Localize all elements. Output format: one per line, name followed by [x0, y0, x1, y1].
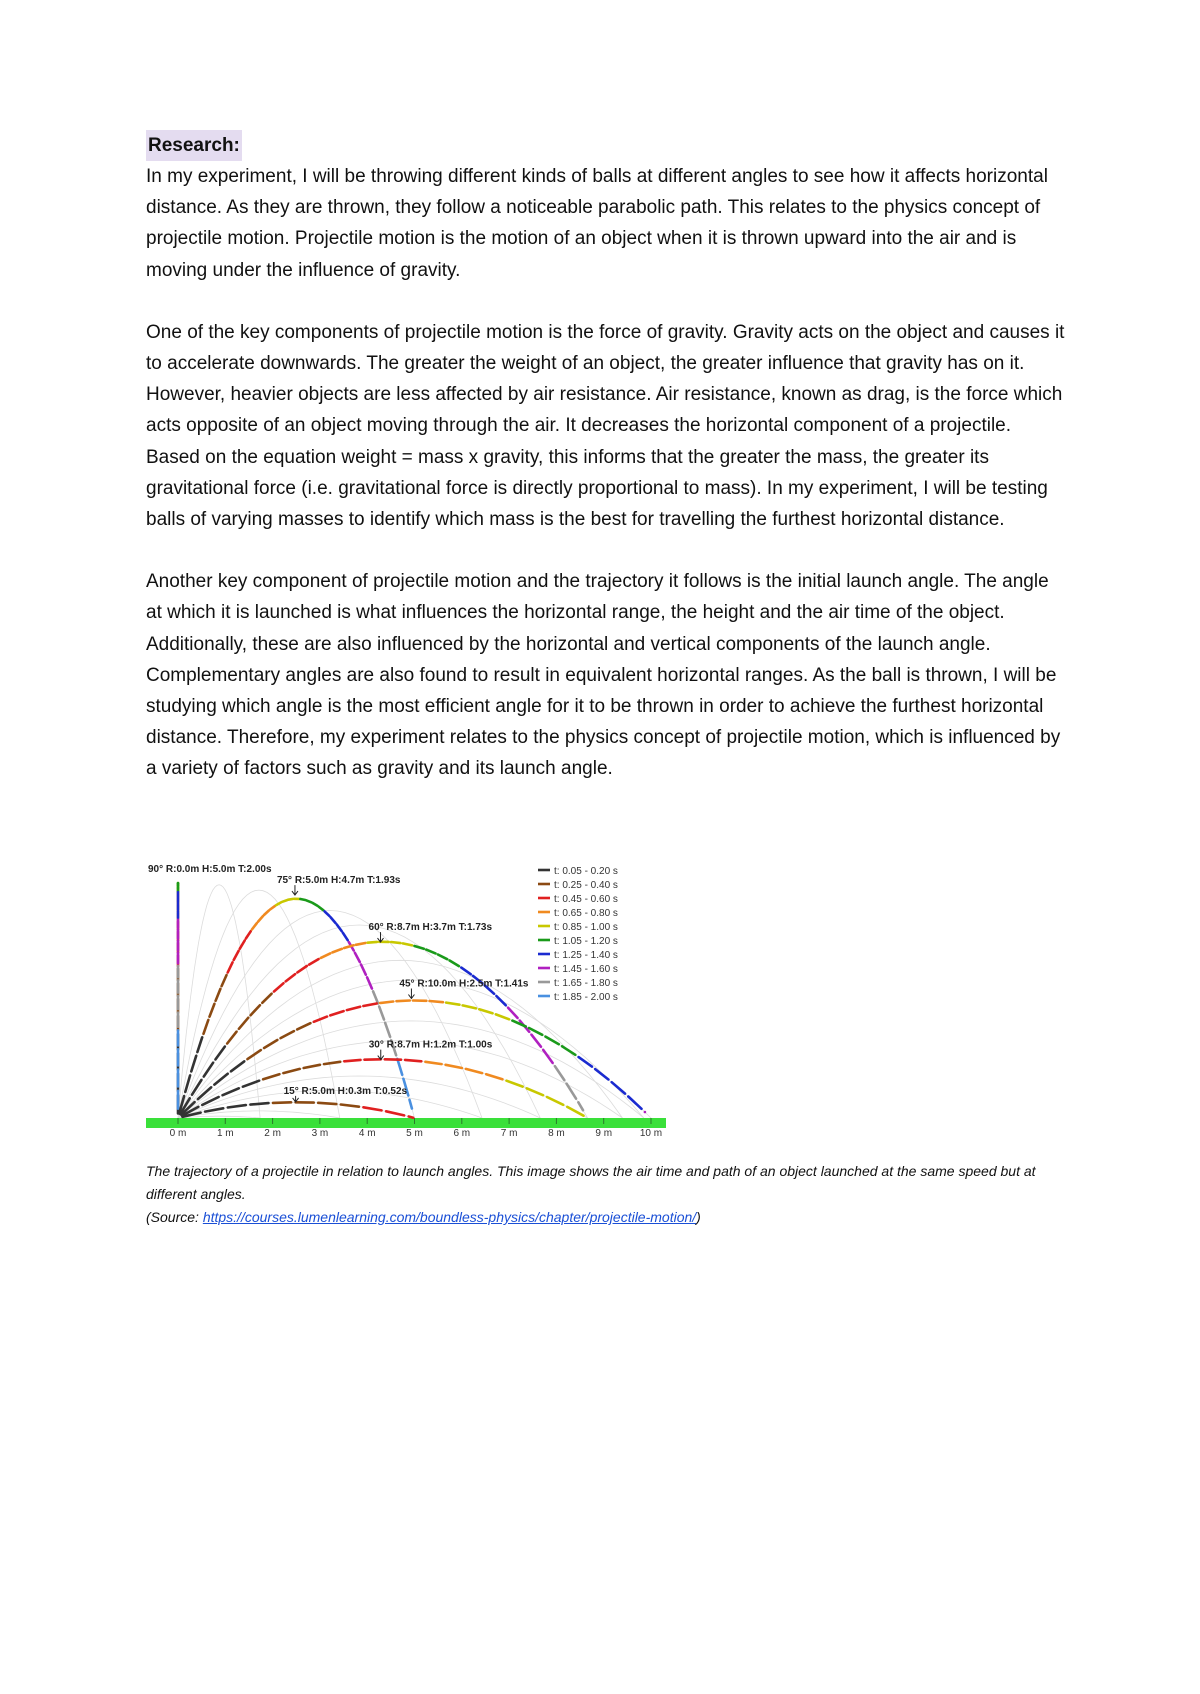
- trajectory-segment: [297, 1023, 310, 1029]
- research-paragraph-3: Another key component of projectile motion and the trajectory it follows is the initial launch angle. The angle at which it is launched is what influences the horizontal range, the height and the air time of the object. Additionally, these are also influenced by the horizontal and vertical components of the launch angle. Complementary angles are also found to result in equivalent horizontal ranges. As the ball is thrown, I will be studying which angle is the most efficient angle for it to be thrown in order to achieve the furthest horizontal distance. Therefore, my experiment relates to the physics concept of projectile motion, which is influenced by a variety of factors such as gravity and its launch angle.: [146, 571, 1061, 780]
- trajectory-segment: [300, 899, 305, 900]
- x-tick-label: 2 m: [264, 1128, 281, 1139]
- trajectory-segment: [304, 1065, 320, 1068]
- trajectory-segment: [264, 1040, 277, 1048]
- trajectory-segment: [231, 1061, 244, 1071]
- legend-label: t: 0.45 - 0.60 s: [554, 894, 618, 905]
- trajectory-segment: [379, 1007, 384, 1020]
- trajectory-segment: [281, 1031, 294, 1038]
- trajectory-segment: [496, 996, 505, 1005]
- trajectory-segment: [205, 1108, 223, 1111]
- trajectory-segment: [283, 1069, 299, 1073]
- trajectory-segment: [333, 949, 342, 953]
- x-tick-label: 1 m: [216, 1128, 234, 1139]
- trajectory-segment: [344, 1060, 360, 1061]
- trajectory-segment: [415, 946, 424, 949]
- trajectory-label: 75° R:5.0m H:4.7m T:1.93s: [276, 875, 401, 887]
- trajectory-segment: [386, 1111, 404, 1115]
- trajectory-segment: [319, 907, 324, 911]
- trajectory-label: 60° R:8.7m H:3.7m T:1.73s: [368, 922, 493, 934]
- trajectory-segment: [252, 923, 257, 929]
- trajectory-segment: [446, 1003, 459, 1005]
- trajectory-segment: [546, 1037, 559, 1045]
- trajectory-segment: [204, 1020, 209, 1034]
- trajectory-segment: [612, 1082, 625, 1093]
- trajectory-segment: [397, 1001, 410, 1002]
- trajectory-segment: [274, 983, 283, 991]
- trajectory-segment: [210, 1004, 215, 1017]
- trajectory-segment: [197, 1037, 202, 1052]
- trajectory-segment: [330, 1011, 343, 1015]
- trajectory-segment: [380, 1002, 393, 1004]
- legend-label: t: 1.65 - 1.80 s: [554, 978, 618, 989]
- trajectory-segment: [385, 1023, 390, 1037]
- trajectory-segment: [367, 977, 372, 988]
- trajectory-segment: [223, 1088, 239, 1095]
- x-tick-label: 5 m: [406, 1128, 423, 1139]
- trajectory-segment: [466, 1069, 482, 1073]
- legend-label: t: 1.85 - 2.00 s: [554, 992, 618, 1003]
- trajectory-segment: [486, 1074, 502, 1079]
- research-paragraph-2: One of the key components of projectile motion is the force of gravity. Gravity acts on the object and causes it to accelerate downwards. The greater the weight of an object, the greater influence that gravity has on it. However, heavier objects are less affected by air resistance. Air resistance, known as drag, is the force which acts opposite of an object moving through the air. It decreases the horizontal component of a projectile. Based on the equation weight = mass x gravity, this informs that the greater the mass, the greater its gravitational force (i.e. gravitational force is directly proportional to mass). In my experiment, I will be testing balls of varying masses to identify which mass is the best for travelling the furthest horizontal distance.: [146, 321, 1065, 531]
- trajectory-label: 45° R:10.0m H:2.5m T:1.41s: [399, 978, 529, 990]
- legend-label: t: 0.25 - 0.40 s: [554, 880, 618, 891]
- trajectory-segment: [463, 1005, 476, 1008]
- trajectory-segment: [216, 1047, 225, 1060]
- trajectory-segment: [555, 1066, 564, 1080]
- trajectory-segment: [325, 911, 330, 916]
- trajectory-label: 90° R:0.0m H:5.0m T:2.00s: [148, 864, 272, 875]
- source-prefix: (Source:: [146, 1209, 203, 1225]
- trajectory-segment: [282, 900, 287, 902]
- x-tick-label: 7 m: [500, 1128, 518, 1139]
- source-link[interactable]: https://courses.lumenlearning.com/boundless-physics/chapter/projectile-motion/: [202, 1209, 697, 1225]
- trajectory-segment: [532, 1035, 541, 1047]
- apex-arrow: [292, 885, 298, 895]
- x-tick-label: 10 m: [639, 1128, 663, 1139]
- trajectory-segment: [496, 1014, 509, 1019]
- trajectory-segment: [430, 1001, 443, 1002]
- trajectory-segment: [321, 953, 330, 958]
- trajectory-segment: [246, 931, 251, 938]
- trajectory-segment: [228, 962, 233, 972]
- x-tick-label: 8 m: [548, 1128, 565, 1139]
- trajectory-segment: [324, 1062, 340, 1064]
- trajectory-segment: [425, 1062, 441, 1064]
- trajectory-segment: [309, 959, 318, 965]
- trajectory-segment: [363, 1107, 381, 1110]
- x-tick-label: 4 m: [358, 1128, 376, 1139]
- trajectory-segment: [405, 1060, 421, 1061]
- trajectory-segment: [347, 1007, 360, 1010]
- x-tick-label: 9 m: [595, 1128, 613, 1139]
- trajectory-segment: [227, 1032, 236, 1044]
- legend-label: t: 0.85 - 1.00 s: [554, 922, 618, 933]
- research-heading: Research:: [146, 130, 242, 161]
- trajectory-segment: [264, 911, 269, 916]
- legend-label: t: 1.25 - 1.40 s: [554, 950, 618, 961]
- trajectory-segment: [286, 974, 295, 981]
- trajectory-segment: [567, 1084, 576, 1099]
- trajectory-segment: [547, 1097, 563, 1105]
- trajectory-segment: [361, 965, 366, 975]
- research-paragraph-1: In my experiment, I will be throwing different kinds of balls at different angles to see how it affects horizontal distance. As they are thrown, they follow a noticeable parabolic path. This relates to the physics concept of projectile motion. Projectile motion is the motion of an object when it is thrown upward into the air and is moving under the influence of gravity.: [146, 166, 1048, 281]
- trajectory-segment: [239, 1018, 248, 1029]
- trajectory-segment: [240, 941, 245, 949]
- trajectory-segment: [450, 961, 459, 967]
- trajectory-segment: [251, 1005, 260, 1015]
- trajectory-segment: [507, 1081, 523, 1087]
- trajectory-segment: [270, 906, 275, 910]
- background-arc: [178, 1116, 260, 1118]
- trajectory-segment: [234, 951, 239, 960]
- legend-label: t: 0.65 - 0.80 s: [554, 908, 618, 919]
- legend-label: t: 0.05 - 0.20 s: [554, 866, 618, 877]
- trajectory-segment: [228, 1105, 246, 1107]
- trajectory-segment: [595, 1069, 608, 1079]
- caption-text: The trajectory of a projectile in relation to launch angles. This image shows the air time and path of an object launched at the same speed but at different angles.: [146, 1163, 1036, 1202]
- trajectory-segment: [368, 942, 377, 943]
- trajectory-segment: [403, 943, 412, 945]
- trajectory-label: 30° R:8.7m H:1.2m T:1.00s: [368, 1039, 493, 1051]
- trajectory-segment: [331, 917, 336, 923]
- trajectory-segment: [313, 903, 318, 906]
- trajectory-segment: [216, 989, 221, 1001]
- trajectory-segment: [410, 1100, 412, 1109]
- trajectory-segment: [288, 899, 293, 900]
- trajectory-segment: [262, 994, 271, 1003]
- background-arc: [178, 885, 260, 1118]
- trajectory-segment: [341, 1105, 359, 1107]
- x-tick-label: 0 m: [169, 1128, 187, 1139]
- projectile-figure: [146, 862, 716, 1152]
- projectile-chart: [146, 862, 716, 1152]
- legend-label: t: 1.05 - 1.20 s: [554, 936, 618, 947]
- trajectory-segment: [578, 1102, 583, 1110]
- trajectory-segment: [273, 1102, 291, 1103]
- trajectory-segment: [258, 916, 263, 921]
- trajectory-segment: [508, 1008, 517, 1018]
- x-tick-label: 6 m: [453, 1128, 471, 1139]
- trajectory-segment: [397, 1059, 402, 1075]
- trajectory-segment: [373, 991, 378, 1003]
- trajectory-segment: [263, 1074, 279, 1079]
- ground-strip: [146, 1118, 666, 1128]
- trajectory-segment: [185, 1075, 190, 1092]
- apex-arrow: [408, 989, 414, 999]
- trajectory-segment: [409, 1117, 414, 1118]
- source-suffix: ): [696, 1209, 701, 1225]
- trajectory-segment: [356, 943, 365, 945]
- research-section: [146, 130, 1066, 785]
- trajectory-segment: [318, 1103, 336, 1104]
- trajectory-segment: [438, 955, 447, 960]
- trajectory-segment: [446, 1065, 462, 1068]
- trajectory-segment: [222, 975, 227, 986]
- trajectory-segment: [297, 966, 306, 972]
- trajectory-segment: [391, 942, 400, 943]
- x-tick-label: 3 m: [311, 1128, 329, 1139]
- trajectory-segment: [214, 1074, 227, 1085]
- trajectory-label: 15° R:5.0m H:0.3m T:0.52s: [283, 1085, 408, 1097]
- trajectory-segment: [250, 1103, 268, 1105]
- trajectory-segment: [307, 900, 312, 902]
- trajectory-segment: [363, 1004, 376, 1007]
- figure-caption: [146, 1160, 1076, 1229]
- trajectory-segment: [276, 902, 281, 905]
- trajectory-segment: [191, 1056, 196, 1072]
- trajectory-segment: [343, 933, 348, 941]
- trajectory-segment: [355, 953, 360, 962]
- legend-label: t: 1.45 - 1.60 s: [554, 964, 618, 975]
